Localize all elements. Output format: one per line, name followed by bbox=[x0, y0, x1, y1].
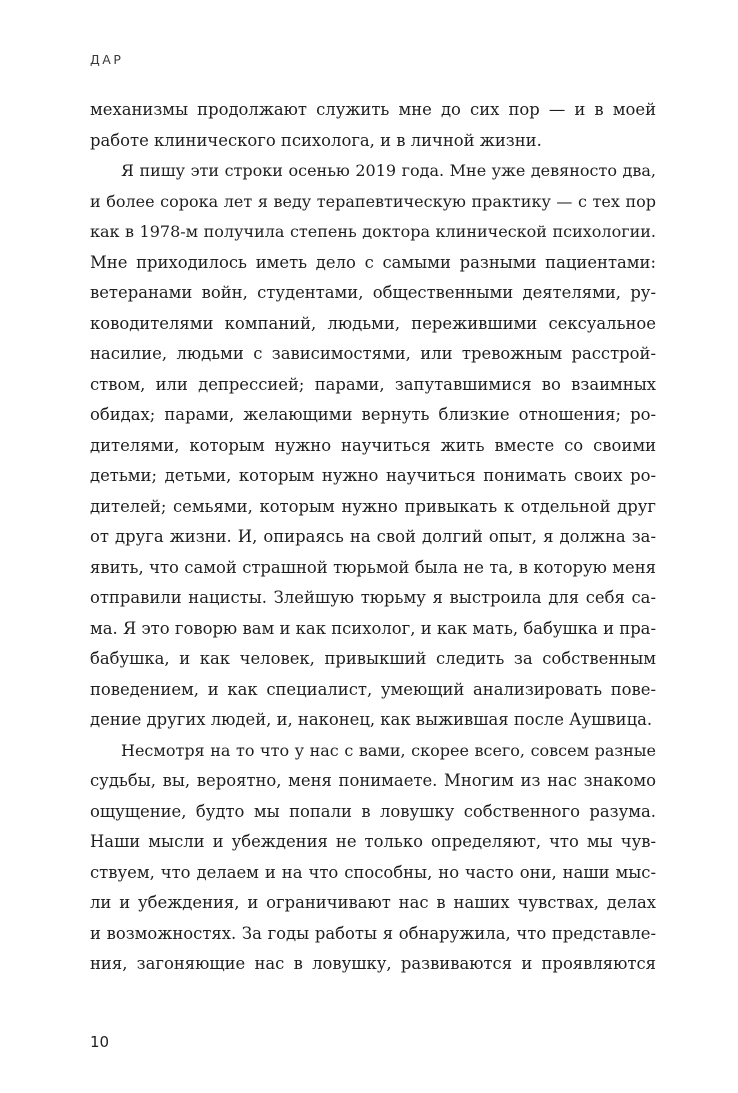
text-line: дителями, которым нужно научиться жить вместе со своими bbox=[90, 435, 656, 455]
page-number: 10 bbox=[90, 1033, 110, 1051]
text-line: поведением, и как специалист, умеющий анализировать пове- bbox=[90, 679, 656, 699]
text-line: и возможностях. За годы работы я обнаружила, что представле- bbox=[90, 923, 656, 943]
text-line: механизмы продолжают служить мне до сих пор — и в моей bbox=[90, 100, 656, 119]
text-line: ощущение, будто мы попали в ловушку собственного разума. bbox=[90, 801, 656, 821]
text-line: детьми; детьми, которым нужно научиться понимать своих ро- bbox=[90, 466, 656, 485]
text-line: отправили нацисты. Злейшую тюрьму я выстроила для себя са- bbox=[90, 588, 656, 607]
text-line: Я пишу эти строки осенью 2019 года. Мне уже девяносто два, bbox=[121, 161, 656, 180]
text-line: Наши мысли и убеждения не только определяют, что мы чув- bbox=[90, 832, 656, 851]
text-line: насилие, людьми с зависимостями, или тревожным расстрой- bbox=[90, 344, 656, 363]
text-line: от друга жизни. И, опираясь на свой долгий опыт, я должна за- bbox=[90, 527, 656, 546]
text-line: ством, или депрессией; парами, запутавшимися во взаимных bbox=[90, 374, 656, 394]
text-line: бабушка, и как человек, привыкший следить за собственным bbox=[90, 649, 656, 668]
text-line: ствуем, что делаем и на что способны, но часто они, наши мыс- bbox=[90, 862, 656, 882]
text-line: работе клинического психолога, и в личной жизни. bbox=[90, 130, 542, 150]
text-line: ветеранами войн, студентами, общественными деятелями, ру- bbox=[90, 283, 656, 302]
text-line: и более сорока лет я веду терапевтическую практику — с тех пор bbox=[90, 191, 656, 211]
text-line: судьбы, вы, вероятно, меня понимаете. Многим из нас знакомо bbox=[90, 771, 656, 790]
text-line: Мне приходилось иметь дело с самыми разными пациентами: bbox=[90, 252, 656, 272]
text-line: дение других людей, и, наконец, как выжившая после Аушвица. bbox=[90, 710, 653, 729]
text-line: явить, что самой страшной тюрьмой была не та, в которую меня bbox=[90, 557, 656, 577]
text-line: ма. Я это говорю вам и как психолог, и как мать, бабушка и пра- bbox=[90, 618, 656, 638]
text-line: Несмотря на то что у нас с вами, скорее всего, совсем разные bbox=[121, 740, 656, 760]
text-line: обидах; парами, желающими вернуть близкие отношения; ро- bbox=[90, 405, 656, 424]
text-line: ния, загоняющие нас в ловушку, развиваются и проявляются bbox=[90, 954, 656, 973]
body-text bbox=[90, 95, 656, 980]
text-line: ководителями компаний, людьми, пережившими сексуальное bbox=[90, 313, 656, 333]
text-line: как в 1978-м получила степень доктора клинической психологии. bbox=[90, 222, 656, 241]
text-line: дителей; семьями, которым нужно привыкать к отдельной друг bbox=[90, 496, 656, 516]
running-head: ДАР bbox=[90, 52, 124, 67]
text-line: ли и убеждения, и ограничивают нас в наших чувствах, делах bbox=[90, 893, 656, 912]
